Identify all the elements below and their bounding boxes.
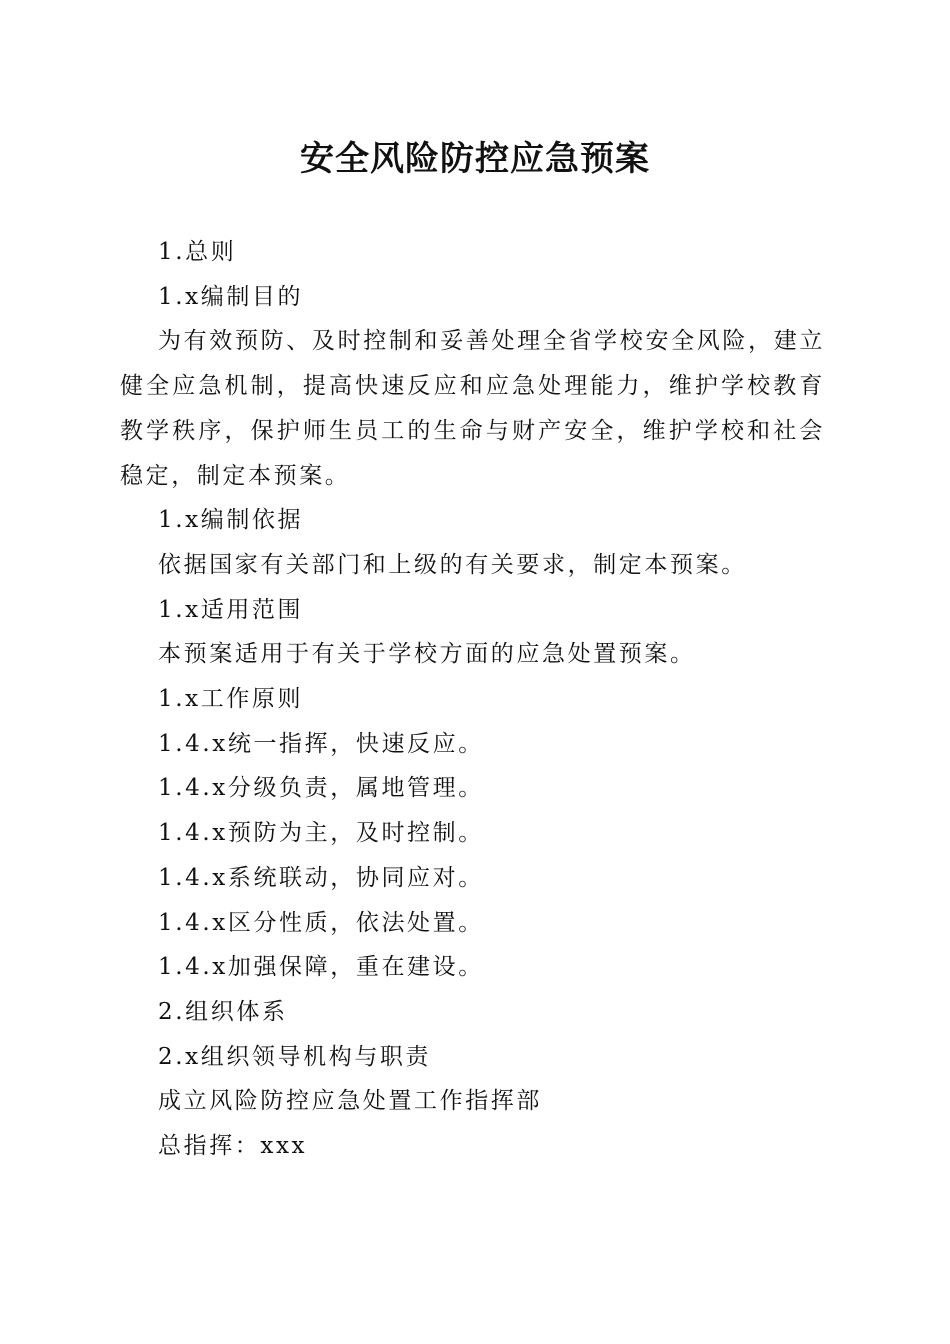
principle-item: 1.4.x加强保障，重在建设。 <box>158 954 484 981</box>
subsection-heading-basis: 1.x编制依据 <box>158 507 304 534</box>
section-heading-organization: 2.组织体系 <box>158 998 288 1025</box>
principle-item: 1.4.x统一指挥，快速反应。 <box>158 730 484 757</box>
principle-item: 1.4.x区分性质，依法处置。 <box>158 909 484 936</box>
subsection-heading-purpose: 1.x编制目的 <box>158 283 304 310</box>
paragraph-scope: 本预案适用于有关于学校方面的应急处置预案。 <box>158 641 696 668</box>
paragraph-purpose: 为有效预防、及时控制和妥善处理全省学校安全风险，建立健全应急机制，提高快速反应和应急处理能力，维护学校教育教学秩序，保护师生员工的生命与财产安全，维护学校和社会稳定，制定本预案。 <box>120 328 825 489</box>
subsection-heading-principles: 1.x工作原则 <box>158 686 304 713</box>
principle-item: 1.4.x系统联动，协同应对。 <box>158 864 484 891</box>
paragraph-basis: 依据国家有关部门和上级的有关要求，制定本预案。 <box>158 551 747 578</box>
principle-item: 1.4.x预防为主，及时控制。 <box>158 820 484 847</box>
section-heading-general: 1.总则 <box>158 239 237 265</box>
paragraph-command-center: 成立风险防控应急处置工作指挥部 <box>158 1088 542 1115</box>
document-title: 安全风险防控应急预案 <box>300 139 650 179</box>
document-body <box>120 230 825 1169</box>
subsection-heading-scope: 1.x适用范围 <box>158 596 304 623</box>
paragraph-commander: 总指挥：xxx <box>158 1133 308 1160</box>
subsection-heading-leadership: 2.x组织领导机构与职责 <box>158 1043 432 1070</box>
principle-item: 1.4.x分级负责，属地管理。 <box>158 775 484 802</box>
